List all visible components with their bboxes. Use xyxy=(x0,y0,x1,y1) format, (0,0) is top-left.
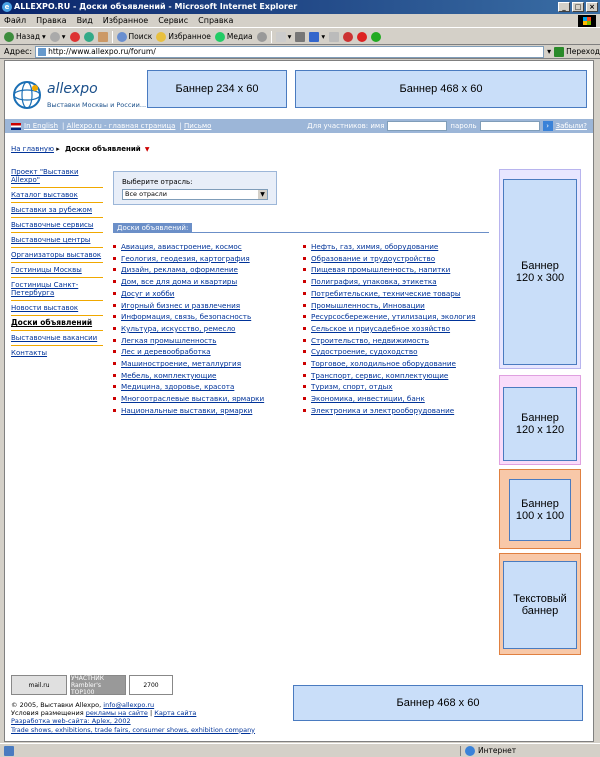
board-link[interactable]: Судостроение, судоходство xyxy=(303,346,475,358)
nav-divider: | xyxy=(179,122,182,130)
yandex-counter[interactable] xyxy=(129,675,173,695)
go-button[interactable] xyxy=(554,47,600,57)
menu-view[interactable]: Вид xyxy=(76,16,93,25)
home-button[interactable] xyxy=(98,32,108,42)
page-icon xyxy=(38,48,46,56)
history-icon xyxy=(257,32,267,42)
board-link[interactable]: Медицина, здоровье, красота xyxy=(113,381,264,393)
back-button[interactable]: Назад ▾ xyxy=(4,32,46,42)
go-arrow-icon xyxy=(554,47,564,57)
counter-label: mail.ru xyxy=(28,681,50,689)
search-label: Поиск xyxy=(128,32,153,41)
address-bar xyxy=(0,45,600,59)
discuss-icon xyxy=(329,32,339,42)
board-link[interactable]: Туризм, спорт, отдых xyxy=(303,381,475,393)
boards-title: Доски объявлений: xyxy=(113,223,192,233)
terms-prefix: Условия размещения xyxy=(11,709,84,718)
board-link[interactable]: Информация, связь, безопасность xyxy=(113,311,264,323)
home-icon xyxy=(98,32,108,42)
board-link[interactable]: Культура, искусство, ремесло xyxy=(113,323,264,335)
refresh-button[interactable] xyxy=(84,32,94,42)
mail-link[interactable]: Письмо xyxy=(184,122,212,130)
menu-bar xyxy=(0,14,600,28)
breadcrumb-home-link[interactable]: На главную xyxy=(11,145,54,153)
banner-text[interactable] xyxy=(503,561,577,649)
site-logo[interactable] xyxy=(11,77,151,113)
home-link[interactable]: Allexpo.ru - главная страница xyxy=(66,122,176,130)
stop-icon xyxy=(70,32,80,42)
browser-toolbar xyxy=(0,29,600,45)
zone-label: Интернет xyxy=(478,746,517,755)
email-link[interactable]: info@allexpo.ru xyxy=(103,701,155,709)
forward-arrow-icon xyxy=(50,32,60,42)
login-form xyxy=(307,121,591,131)
board-link[interactable]: Пищевая промышленность, напитки xyxy=(303,264,475,276)
favorites-label: Избранное xyxy=(168,32,211,41)
counter-label: УЧАСТНИК Rambler's TOP100 xyxy=(71,674,104,696)
board-link[interactable]: Образование и трудоустройство xyxy=(303,253,475,265)
board-link[interactable]: Дизайн, реклама, оформление xyxy=(113,264,264,276)
address-dropdown-icon[interactable]: ▾ xyxy=(547,47,552,56)
banner-468x60-bottom[interactable] xyxy=(293,685,583,721)
menu-favorites[interactable]: Избранное xyxy=(102,16,149,25)
board-link[interactable]: Нефть, газ, химия, оборудование xyxy=(303,241,475,253)
media-button[interactable] xyxy=(215,32,253,42)
discuss-button[interactable] xyxy=(329,32,339,42)
address-input[interactable] xyxy=(35,46,544,58)
messenger-button[interactable] xyxy=(343,32,353,42)
menu-file[interactable]: Файл xyxy=(4,16,27,25)
sidebar-item-organizers[interactable]: Организаторы выставок xyxy=(11,248,103,263)
board-link[interactable]: Машиностроение, металлургия xyxy=(113,358,264,370)
industry-filter xyxy=(113,171,277,205)
footer-text xyxy=(11,701,255,734)
footer-counters xyxy=(11,675,173,695)
window-title: ALLEXPO.RU - Доски объявлений - Microsoft Internet Explorer xyxy=(14,2,298,11)
close-button[interactable]: × xyxy=(586,2,598,12)
industry-select[interactable] xyxy=(122,189,268,200)
username-input[interactable] xyxy=(387,121,447,131)
sitemap-link[interactable]: Карта сайта xyxy=(154,709,197,718)
mailru-counter[interactable] xyxy=(11,675,67,695)
menu-help[interactable]: Справка xyxy=(198,16,234,25)
sidebar-item-abroad[interactable]: Выставки за рубежом xyxy=(11,203,103,218)
sidebar-item-hotels-moscow[interactable]: Гостиницы Москвы xyxy=(11,263,103,278)
footer-terms-line: Условия размещения рекламы на сайте | Карта сайта xyxy=(11,709,197,718)
members-label: Для участников: имя xyxy=(307,122,385,130)
sidebar-item-contacts[interactable]: Контакты xyxy=(11,349,48,357)
board-link[interactable]: Легкая промышленность xyxy=(113,335,264,347)
banner-468x60-top[interactable] xyxy=(295,70,587,108)
board-link[interactable]: Геология, геодезия, картография xyxy=(113,253,264,265)
banner-120x300[interactable] xyxy=(503,179,577,365)
banner-label: Баннер 100 x 100 xyxy=(515,498,565,522)
board-link[interactable]: Электроника и электрооборудование xyxy=(303,405,475,417)
mail-icon xyxy=(276,32,286,42)
board-link[interactable]: Досуг и хобби xyxy=(113,288,264,300)
boards-list-left xyxy=(113,241,264,417)
stop-button[interactable] xyxy=(70,32,80,42)
maximize-button[interactable]: □ xyxy=(572,2,584,12)
rambler-top100-counter[interactable] xyxy=(70,675,126,695)
top-nav-bar xyxy=(5,119,594,133)
login-submit-button[interactable]: › xyxy=(543,121,553,131)
forward-button[interactable]: ▾ xyxy=(50,32,66,42)
board-link[interactable]: Мебель, комплектующие xyxy=(113,370,264,382)
globe-icon xyxy=(11,79,43,111)
mail-button[interactable]: ▾ xyxy=(276,32,292,42)
copyright: © 2005, Выставки Allexpo, xyxy=(11,701,102,709)
board-link[interactable]: Экономика, инвестиции, банк xyxy=(303,393,475,405)
sidebar-item-catalog[interactable]: Каталог выставок xyxy=(11,188,103,203)
board-link[interactable]: Многоотраслевые выставки, ярмарки xyxy=(113,393,264,405)
board-link[interactable]: Лес и деревообработка xyxy=(113,346,264,358)
counter-label: 2700 xyxy=(143,681,159,689)
favorites-button[interactable] xyxy=(156,32,211,42)
back-arrow-icon xyxy=(4,32,14,42)
board-link[interactable]: Авиация, авиастроение, космос xyxy=(113,241,264,253)
board-link[interactable]: Ресурсосбережение, утилизация, экология xyxy=(303,311,475,323)
minimize-button[interactable]: _ xyxy=(558,2,570,12)
sidebar-item-centers[interactable]: Выставочные центры xyxy=(11,233,103,248)
sidebar-item-hotels-spb[interactable]: Гостиницы Санкт-Петербурга xyxy=(11,278,103,301)
toolbar-separator xyxy=(112,31,113,43)
ie-icon: e xyxy=(2,2,12,12)
nav-divider: | xyxy=(62,122,65,130)
footer-copyright-line xyxy=(11,701,255,709)
board-link[interactable]: Потребительские, технические товары xyxy=(303,288,475,300)
address-label: Адрес: xyxy=(4,47,33,56)
go-label: Переход xyxy=(566,47,600,56)
window-titlebar xyxy=(0,0,600,14)
board-link[interactable]: Полиграфия, упаковка, этикетка xyxy=(303,276,475,288)
search-icon xyxy=(117,32,127,42)
sidebar-item-boards[interactable]: Доски объявлений xyxy=(11,316,103,331)
sidebar-item-vacancies[interactable]: Выставочные вакансии xyxy=(11,331,103,346)
board-link[interactable]: Игорный бизнес и развлечения xyxy=(113,300,264,312)
internet-zone-icon xyxy=(465,746,475,756)
refresh-icon xyxy=(84,32,94,42)
board-link[interactable]: Транспорт, сервис, комплектующие xyxy=(303,370,475,382)
status-bar xyxy=(0,743,600,757)
developer-link[interactable]: Разработка web-сайта: Aplex, 2002 xyxy=(11,717,131,726)
banner-label: Баннер 120 x 300 xyxy=(515,260,565,284)
password-input[interactable] xyxy=(480,121,540,131)
print-icon xyxy=(295,32,305,42)
vertical-scrollbar[interactable] xyxy=(594,60,600,742)
ads-terms-link[interactable]: рекламы на сайте xyxy=(85,709,148,718)
print-button[interactable] xyxy=(295,32,305,42)
breadcrumb-separator-icon: ▸ xyxy=(56,145,60,153)
edit-button[interactable]: ▾ xyxy=(309,32,325,42)
board-link[interactable]: Торговое, холодильное оборудование xyxy=(303,358,475,370)
english-link[interactable]: In English xyxy=(24,122,59,130)
breadcrumb xyxy=(11,145,150,153)
address-url: http://www.allexpo.ru/forum/ xyxy=(48,46,156,56)
boards-header xyxy=(113,223,489,233)
banner-234x60[interactable] xyxy=(147,70,287,108)
banner-label: Текстовый баннер xyxy=(513,593,567,617)
menu-tools[interactable]: Сервис xyxy=(158,16,189,25)
media-label: Медиа xyxy=(226,32,253,41)
menu-edit[interactable]: Правка xyxy=(36,16,67,25)
banner-120x120[interactable] xyxy=(503,387,577,461)
sidebar-item-services[interactable]: Выставочные сервисы xyxy=(11,218,103,233)
industry-label: Выберите отрасль: xyxy=(122,178,193,186)
keywords-link[interactable]: Trade shows, exhibitions, trade fairs, consumer shows, exhibition company xyxy=(11,725,256,734)
banner-label: Баннер 468 x 60 xyxy=(396,697,480,709)
star-icon xyxy=(156,32,166,42)
dropdown-triangle-icon[interactable]: ▼ xyxy=(144,146,150,153)
board-link[interactable]: Промышленность, Инновации xyxy=(303,300,475,312)
messenger-icon xyxy=(343,32,353,42)
history-button[interactable] xyxy=(257,32,267,42)
industry-select-value: Все отрасли xyxy=(125,190,167,198)
media-icon xyxy=(215,32,225,42)
extension-button[interactable] xyxy=(371,32,381,42)
board-link[interactable]: Строительство, недвижимость xyxy=(303,335,475,347)
forgot-link[interactable]: Забыли? xyxy=(555,122,587,130)
extension-icon xyxy=(371,32,381,42)
board-link[interactable]: Дом, все для дома и квартиры xyxy=(113,276,264,288)
security-zone xyxy=(460,746,516,756)
banner-label: Баннер 234 x 60 xyxy=(175,83,259,95)
windows-logo-icon xyxy=(578,15,596,27)
page-done-icon xyxy=(4,746,14,756)
breadcrumb-current: Доски объявлений xyxy=(64,145,141,153)
status-progress xyxy=(0,746,460,756)
board-link[interactable]: Сельское и приусадебное хозяйство xyxy=(303,323,475,335)
research-button[interactable] xyxy=(357,32,367,42)
sidebar-item-project[interactable]: Проект "Выставки Allexpo" xyxy=(11,165,103,188)
toolbar-separator xyxy=(271,31,272,43)
research-icon xyxy=(357,32,367,42)
board-link[interactable]: Национальные выставки, ярмарки xyxy=(113,405,264,417)
uk-flag-icon xyxy=(11,123,21,130)
banner-100x100[interactable] xyxy=(509,479,571,541)
password-label: пароль xyxy=(450,122,477,130)
edit-icon xyxy=(309,32,319,42)
banner-label: Баннер 120 x 120 xyxy=(515,412,565,436)
banner-label: Баннер 468 x 60 xyxy=(399,83,483,95)
chevron-down-icon: ▼ xyxy=(258,190,267,199)
boards-list-right xyxy=(303,241,475,417)
search-button[interactable] xyxy=(117,32,153,42)
page-viewport xyxy=(4,60,594,742)
logo-tagline: Выставки Москвы и России... xyxy=(47,101,147,109)
back-label: Назад xyxy=(16,32,41,41)
logo-text: allexpo xyxy=(47,81,98,97)
sidebar-item-news[interactable]: Новости выставок xyxy=(11,301,103,316)
sidebar-nav xyxy=(11,165,103,360)
